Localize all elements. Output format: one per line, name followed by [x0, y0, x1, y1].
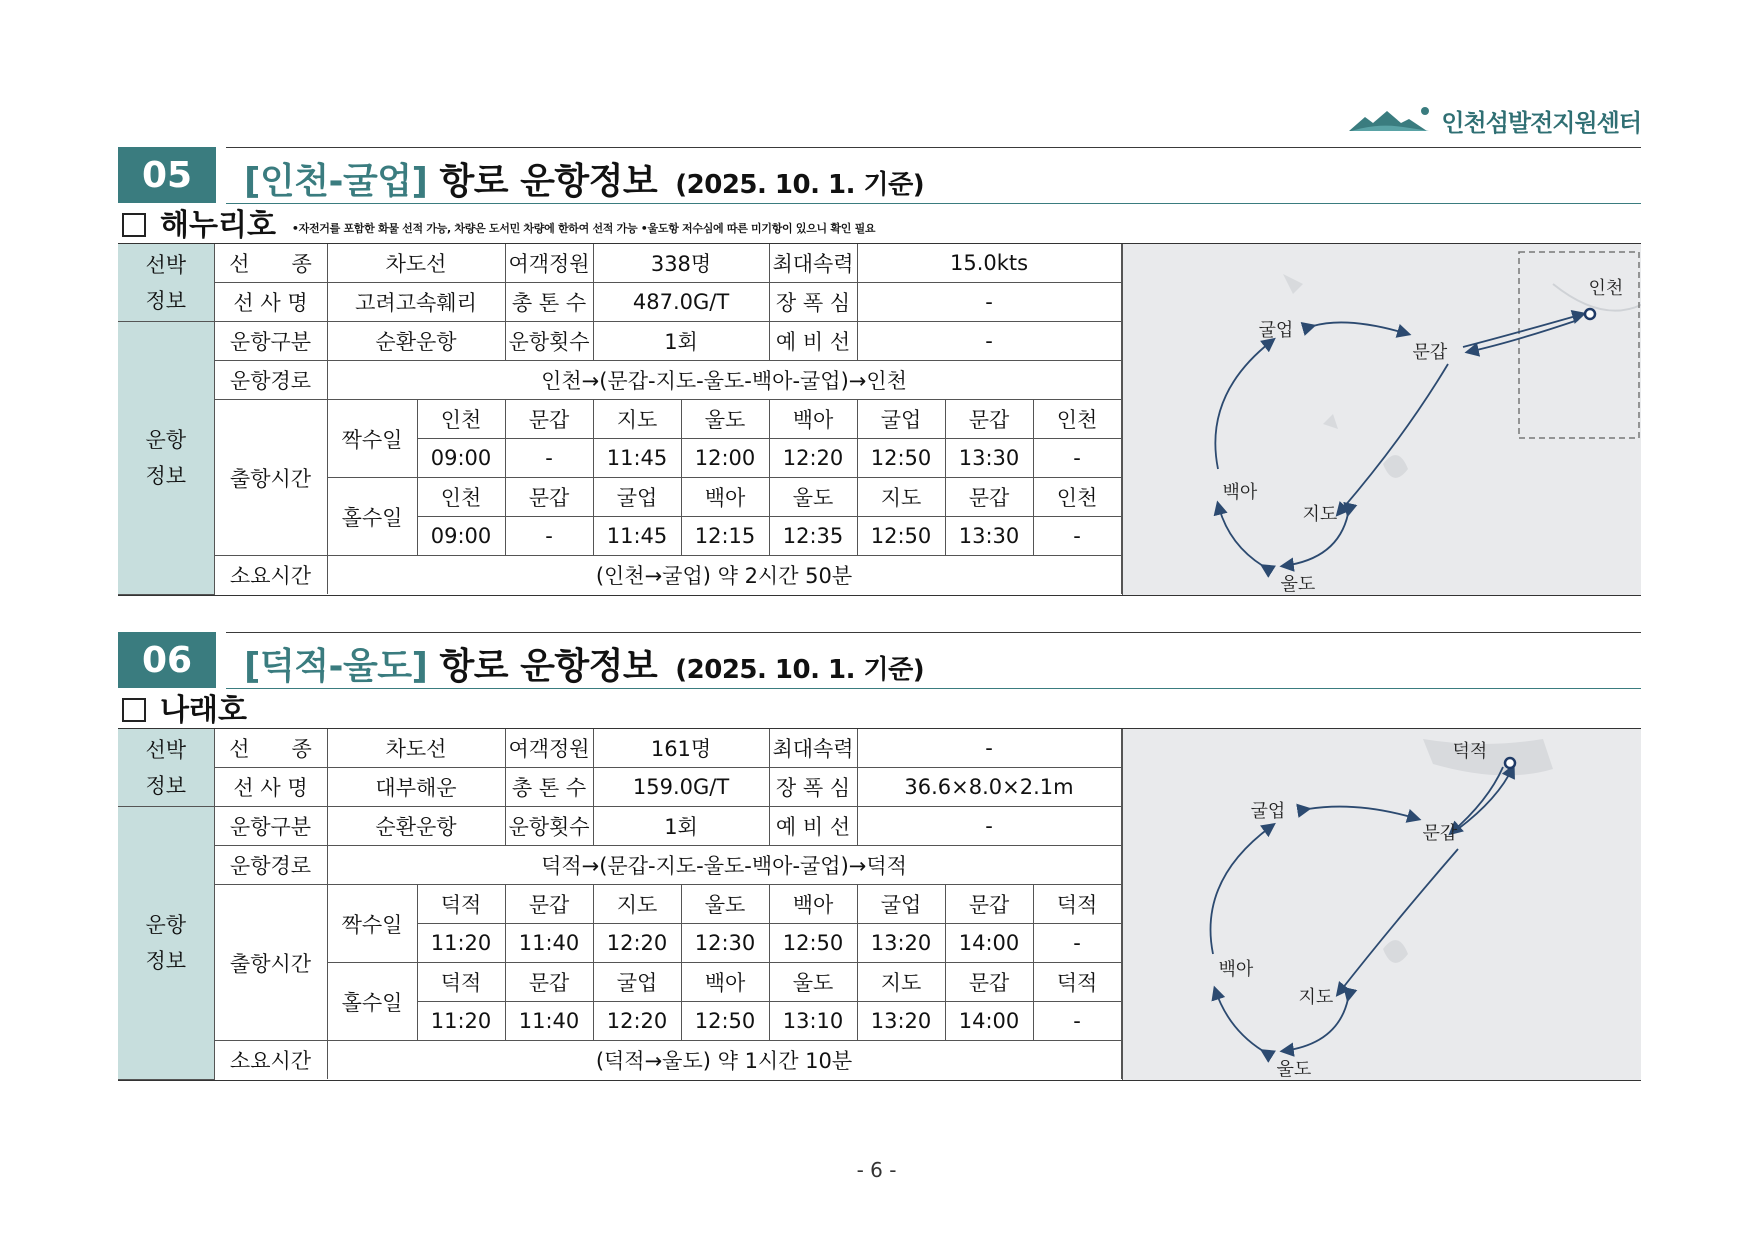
company-value: 대부해운 [327, 768, 505, 807]
org-name: 인천섬발전지원센터 [1441, 108, 1641, 137]
port-cell: 문갑 [945, 400, 1033, 439]
page-number: - 6 - [856, 1158, 897, 1182]
time-cell: 11:20 [417, 924, 505, 963]
op-count-label: 운항횟수 [505, 807, 593, 846]
op-count-value: 1회 [593, 322, 769, 361]
capacity-label: 여객정원 [505, 729, 593, 768]
port-cell: 지도 [593, 885, 681, 924]
port-cell: 굴업 [593, 478, 681, 517]
route-info-table [118, 244, 1122, 595]
tonnage-value: 487.0G/T [593, 283, 769, 322]
port-cell: 덕적 [1033, 885, 1121, 924]
duration-label: 소요시간 [214, 556, 327, 595]
ship-info-group-label: 선박 정보 [118, 729, 214, 807]
time-cell: 12:20 [593, 1002, 681, 1041]
port-cell: 문갑 [505, 963, 593, 1002]
time-cell: 12:20 [769, 439, 857, 478]
map-label-baega: 백아 [1218, 959, 1254, 980]
time-cell: 11:40 [505, 1002, 593, 1041]
route-name: [인천-굴업] [244, 161, 428, 202]
time-cell: - [1033, 1002, 1121, 1041]
time-cell: 11:45 [593, 439, 681, 478]
odd-day-label: 홀수일 [327, 478, 417, 556]
departure-time-label: 출항시간 [214, 400, 327, 556]
ship-heading [118, 203, 1641, 243]
route-map [1122, 729, 1641, 1080]
time-cell: 12:30 [681, 924, 769, 963]
even-day-label: 짝수일 [327, 400, 417, 478]
port-cell: 지도 [857, 478, 945, 517]
time-cell: 13:30 [945, 439, 1033, 478]
port-cell: 울도 [681, 400, 769, 439]
route-arrows [1215, 314, 1583, 566]
port-cell: 인천 [417, 400, 505, 439]
port-cell: 울도 [681, 885, 769, 924]
port-cell: 덕적 [417, 885, 505, 924]
time-cell: 12:20 [593, 924, 681, 963]
op-count-label: 운항횟수 [505, 322, 593, 361]
time-cell: 11:20 [417, 1002, 505, 1041]
ship-type-label: 선 종 [214, 729, 327, 768]
company-label: 선 사 명 [214, 768, 327, 807]
time-cell: 09:00 [417, 439, 505, 478]
spare-ship-label: 예 비 선 [769, 807, 857, 846]
divider [226, 147, 1641, 148]
ship-name: 나래호 [160, 693, 247, 728]
op-mode-value: 순환운항 [327, 322, 505, 361]
max-speed-value: - [857, 729, 1121, 768]
port-cell: 백아 [681, 478, 769, 517]
time-cell: 13:10 [769, 1002, 857, 1041]
route-map [1122, 244, 1641, 595]
time-cell: 13:20 [857, 924, 945, 963]
time-cell: 14:00 [945, 924, 1033, 963]
map-label-mungap: 문갑 [1412, 342, 1448, 363]
time-cell: 11:40 [505, 924, 593, 963]
time-cell: 13:20 [857, 1002, 945, 1041]
port-cell: 지도 [857, 963, 945, 1002]
op-info-group-label: 운항 정보 [118, 322, 214, 595]
map-label-gulup: 굴업 [1258, 320, 1294, 341]
dimensions-label: 장 폭 심 [769, 768, 857, 807]
reference-date: (2025. 10. 1. 기준) [675, 170, 925, 200]
company-label: 선 사 명 [214, 283, 327, 322]
route-info-block [118, 728, 1641, 1081]
port-cell: 울도 [769, 478, 857, 517]
time-cell: 12:50 [769, 924, 857, 963]
spare-ship-label: 예 비 선 [769, 322, 857, 361]
title-text: 항로 운항정보 [439, 161, 658, 202]
time-cell: 09:00 [417, 517, 505, 556]
port-cell: 굴업 [857, 400, 945, 439]
map-label-mungap: 문갑 [1422, 823, 1458, 844]
ship-info-group-label: 선박 정보 [118, 244, 214, 322]
duration-value: (덕적→울도) 약 1시간 10분 [327, 1041, 1121, 1080]
org-logo [1347, 102, 1641, 138]
op-mode-label: 운항구분 [214, 322, 327, 361]
port-cell: 인천 [1033, 400, 1121, 439]
dimensions-value: 36.6×8.0×2.1m [857, 768, 1121, 807]
section-number: 06 [118, 632, 216, 688]
route-name: [덕적-울도] [244, 646, 428, 687]
port-cell: 덕적 [1033, 963, 1121, 1002]
tonnage-value: 159.0G/T [593, 768, 769, 807]
even-day-label: 짝수일 [327, 885, 417, 963]
section-number: 05 [118, 147, 216, 203]
map-label-gulup: 굴업 [1250, 801, 1286, 822]
departure-time-label: 출항시간 [214, 885, 327, 1041]
op-info-group-label: 운항 정보 [118, 807, 214, 1080]
checkbox-icon [122, 213, 146, 237]
duration-label: 소요시간 [214, 1041, 327, 1080]
time-cell: 12:50 [857, 517, 945, 556]
duration-value: (인천→굴업) 약 2시간 50분 [327, 556, 1121, 595]
map-label-baega: 백아 [1222, 482, 1258, 503]
section-title [244, 153, 924, 204]
title-text: 항로 운항정보 [439, 646, 658, 687]
route-map-graphic [1123, 244, 1641, 595]
map-label-origin: 덕적 [1452, 741, 1488, 762]
origin-port-marker [1505, 758, 1515, 768]
port-cell: 문갑 [945, 478, 1033, 517]
capacity-value: 338명 [593, 244, 769, 283]
capacity-value: 161명 [593, 729, 769, 768]
section-header [118, 632, 1641, 688]
time-cell: 11:45 [593, 517, 681, 556]
op-mode-value: 순환운항 [327, 807, 505, 846]
max-speed-label: 최대속력 [769, 244, 857, 283]
ship-type-value: 차도선 [327, 729, 505, 768]
max-speed-label: 최대속력 [769, 729, 857, 768]
map-label-origin: 인천 [1588, 278, 1624, 299]
time-cell: 12:50 [681, 1002, 769, 1041]
op-count-value: 1회 [593, 807, 769, 846]
time-cell: 12:50 [857, 439, 945, 478]
checkbox-icon [122, 698, 146, 722]
port-cell: 백아 [769, 400, 857, 439]
dimensions-value: - [857, 283, 1121, 322]
map-label-uldo: 울도 [1276, 1059, 1312, 1080]
time-cell: 12:00 [681, 439, 769, 478]
time-cell: - [1033, 517, 1121, 556]
divider [226, 632, 1641, 633]
time-cell: 12:35 [769, 517, 857, 556]
dimensions-label: 장 폭 심 [769, 283, 857, 322]
map-label-jido: 지도 [1298, 987, 1334, 1008]
ship-type-label: 선 종 [214, 244, 327, 283]
spare-ship-value: - [857, 322, 1121, 361]
port-cell: 문갑 [505, 400, 593, 439]
ship-type-value: 차도선 [327, 244, 505, 283]
port-cell: 굴업 [857, 885, 945, 924]
spare-ship-value: - [857, 807, 1121, 846]
mountain-wave-icon [1347, 105, 1433, 135]
map-label-jido: 지도 [1302, 504, 1338, 525]
port-cell: 문갑 [945, 885, 1033, 924]
op-route-value: 덕적→(문갑-지도-울도-백아-굴업)→덕적 [327, 846, 1121, 885]
port-cell: 백아 [681, 963, 769, 1002]
op-route-label: 운항경로 [214, 361, 327, 400]
ship-name: 해누리호 [160, 208, 276, 243]
section-title [244, 638, 924, 689]
port-cell: 문갑 [505, 885, 593, 924]
odd-day-label: 홀수일 [327, 963, 417, 1041]
op-route-value: 인천→(문갑-지도-울도-백아-굴업)→인천 [327, 361, 1121, 400]
op-mode-label: 운항구분 [214, 807, 327, 846]
op-route-label: 운항경로 [214, 846, 327, 885]
reference-date: (2025. 10. 1. 기준) [675, 655, 925, 685]
route-section-06 [118, 632, 1641, 1081]
time-cell: - [1033, 924, 1121, 963]
time-cell: 13:30 [945, 517, 1033, 556]
capacity-label: 여객정원 [505, 244, 593, 283]
route-info-block [118, 243, 1641, 596]
tonnage-label: 총 톤 수 [505, 283, 593, 322]
ship-note: •자전거를 포함한 화물 선적 가능, 차량은 도서민 차량에 한하여 선적 가능 •울도항 저수심에 따른 미기항이 있으니 확인 필요 [291, 222, 876, 235]
port-cell: 문갑 [505, 478, 593, 517]
max-speed-value: 15.0kts [857, 244, 1121, 283]
company-value: 고려고속훼리 [327, 283, 505, 322]
port-cell: 인천 [1033, 478, 1121, 517]
route-section-05 [118, 147, 1641, 596]
ship-heading [118, 688, 1641, 728]
time-cell: - [505, 439, 593, 478]
map-label-uldo: 울도 [1280, 574, 1316, 595]
port-cell: 지도 [593, 400, 681, 439]
origin-port-marker [1585, 309, 1595, 319]
route-map-graphic [1123, 729, 1641, 1080]
port-cell: 인천 [417, 478, 505, 517]
route-info-table [118, 729, 1122, 1080]
port-cell: 문갑 [945, 963, 1033, 1002]
time-cell: 14:00 [945, 1002, 1033, 1041]
port-cell: 덕적 [417, 963, 505, 1002]
port-cell: 울도 [769, 963, 857, 1002]
section-header [118, 147, 1641, 203]
tonnage-label: 총 톤 수 [505, 768, 593, 807]
time-cell: - [1033, 439, 1121, 478]
port-cell: 백아 [769, 885, 857, 924]
time-cell: 12:15 [681, 517, 769, 556]
time-cell: - [505, 517, 593, 556]
port-cell: 굴업 [593, 963, 681, 1002]
